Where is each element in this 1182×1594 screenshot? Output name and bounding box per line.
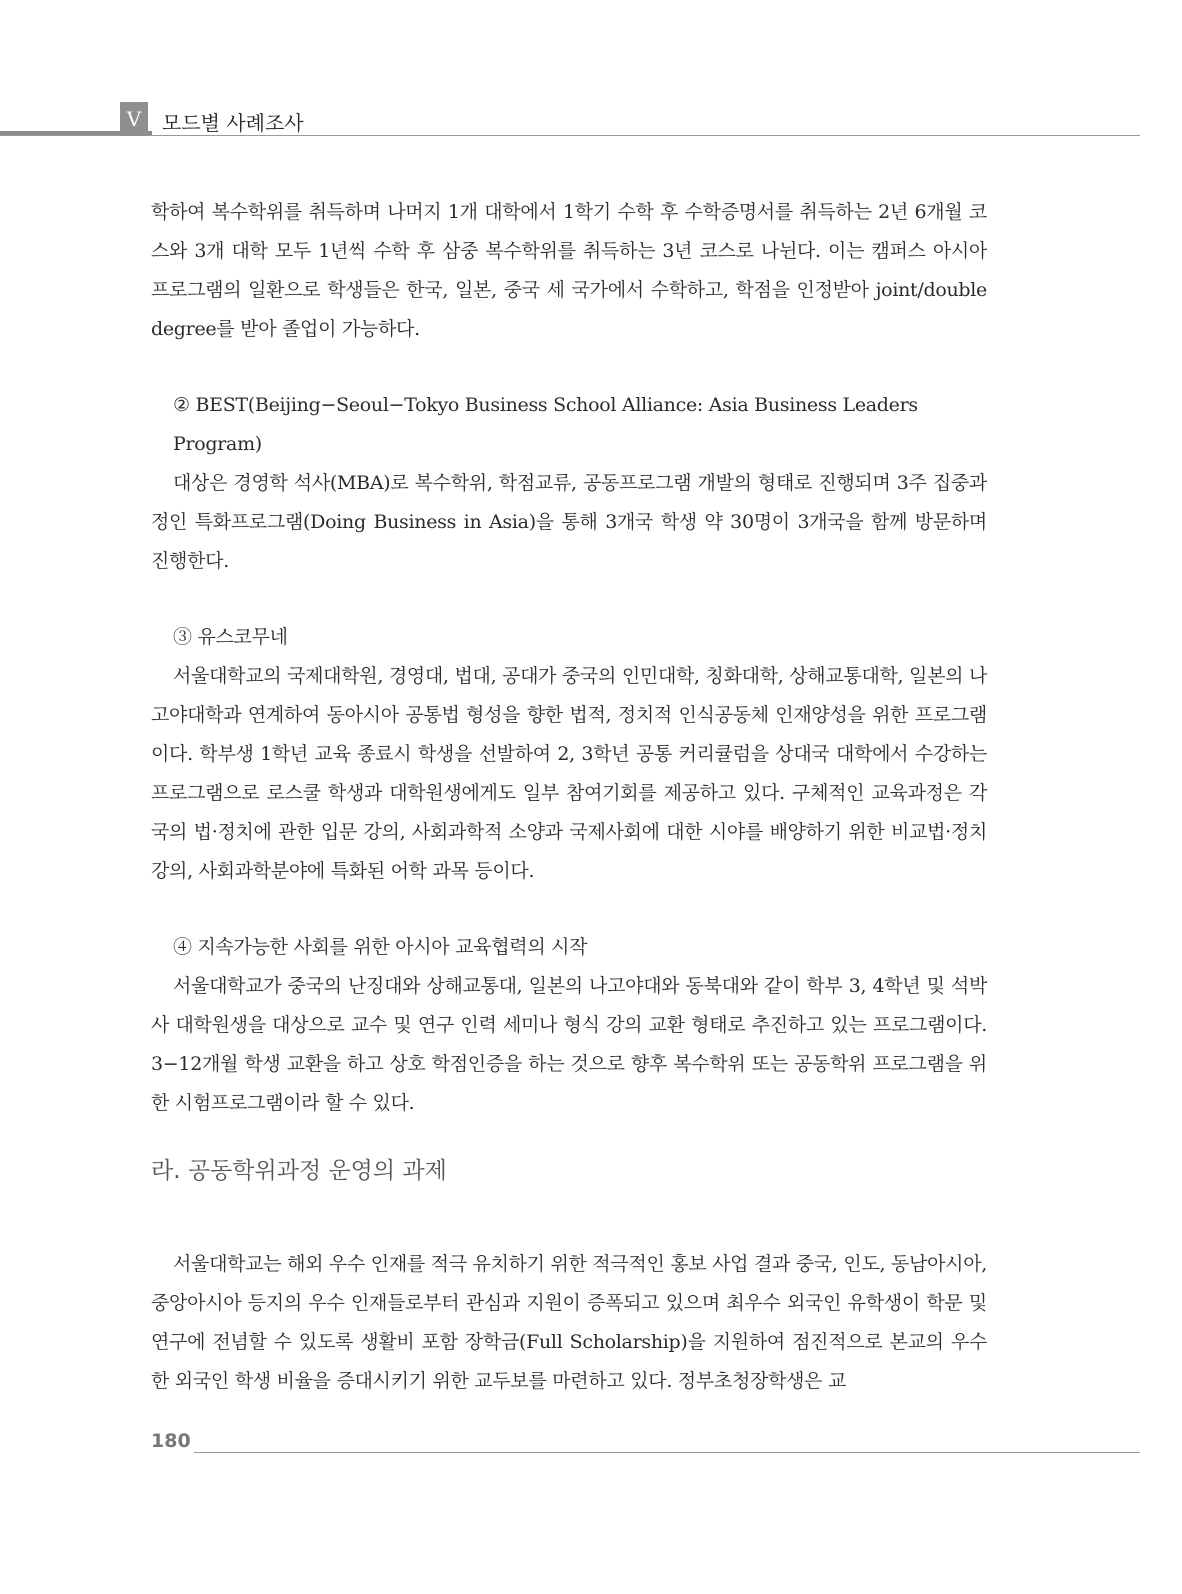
chapter-title: 모드별 사례조사 <box>162 111 304 135</box>
item-heading-asia-cooperation: ④ 지속가능한 사회를 위한 아시아 교육협력의 시작 <box>173 936 588 958</box>
spacer <box>151 581 987 618</box>
footer-rule <box>194 1452 1140 1453</box>
chapter-number-badge: V <box>120 102 148 136</box>
spacer <box>151 891 987 928</box>
item-text-asia-cooperation: 서울대학교가 중국의 난징대와 상해교통대, 일본의 나고야대와 동북대와 같이 학부 3, 4학년 및 석박사 대학원생을 대상으로 교수 및 연구 인력 세미나 형식 강의 교환 형태로 추진하고 있는 프로그램이다. 3−12개월 학생 교환을 하고 상호 학점인증을 하는 것으로 향후 복수학위 또는 공동학위 프로그램을 위한 시험프로그램이라 할 수 있다. <box>151 975 987 1114</box>
spacer <box>151 349 987 386</box>
spacer <box>151 1123 987 1155</box>
intro-paragraph: 학하여 복수학위를 취득하며 나머지 1개 대학에서 1학기 수학 후 수학증명서를 취득하는 2년 6개월 코스와 3개 대학 모두 1년씩 수학 후 삼중 복수학위를 취득하는 3년 코스로 나뉜다. 이는 캠퍼스 아시아 프로그램의 일환으로 학생들은 한국, 일본, 중국 세 국가에서 수학하고, 학점을 인정받아 joint/double degree를 받아 졸업이 가능하다. <box>151 201 987 340</box>
section-paragraph: 서울대학교는 해외 우수 인재를 적극 유치하기 위한 적극적인 홍보 사업 결과 중국, 인도, 동남아시아, 중앙아시아 등지의 우수 인재들로부터 관심과 지원이 증폭되고 있으며 최우수 외국인 유학생이 학문 및 연구에 전념할 수 있도록 생활비 포함 장학금(Full Scholarship)을 지원하여 점진적으로 본교의 우수한 외국인 학생 비율을 증대시키기 위한 교두보를 마련하고 있다. 정부초청장학생은 교 <box>151 1253 987 1392</box>
item-text-best: 대상은 경영학 석사(MBA)로 복수학위, 학점교류, 공동프로그램 개발의 형태로 진행되며 3주 집중과정인 특화프로그램(Doing Business in Asia)을 통해 3개국 학생 약 30명이 3개국을 함께 방문하며 진행한다. <box>151 472 987 572</box>
section-heading: 라. 공동학위과정 운영의 과제 <box>151 1158 447 1184</box>
spacer <box>151 1187 987 1245</box>
item-text-youth-commune: 서울대학교의 국제대학원, 경영대, 법대, 공대가 중국의 인민대학, 칭화대학, 상해교통대학, 일본의 나고야대학과 연계하여 동아시아 공통법 형성을 향한 법적, 정치적 인식공동체 인재양성을 위한 프로그램이다. 학부생 1학년 교육 종료시 학생을 선발하여 2, 3학년 공통 커리큘럼을 상대국 대학에서 수강하는 프로그램으로 로스쿨 학생과 대학원생에게도 일부 참여기회를 제공하고 있다. 구체적인 교육과정은 각국의 법·정치에 관한 입문 강의, 사회과학적 소양과 국제사회에 대한 시야를 배양하기 위한 비교법·정치 강의, 사회과학분야에 특화된 어학 과목 등이다. <box>151 665 987 882</box>
page-body <box>151 193 987 1401</box>
item-heading-best: ② BEST(Beijing−Seoul−Tokyo Business School Alliance: Asia Business Leaders Program) <box>173 394 918 455</box>
item-heading-youth-commune: ③ 유스코무네 <box>173 626 288 648</box>
page-number: 180 <box>151 1430 191 1452</box>
